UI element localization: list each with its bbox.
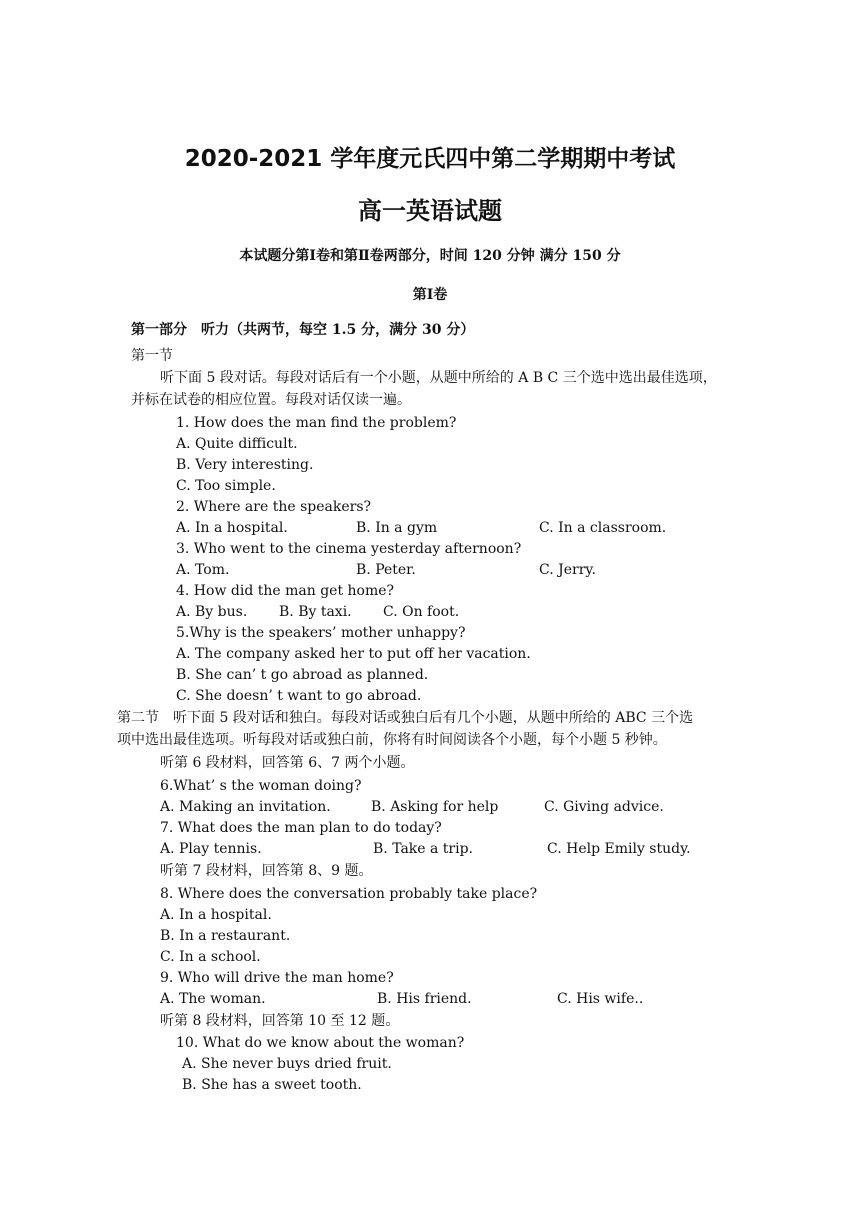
- question-7-option-c: C. Help Emily study.: [547, 841, 691, 857]
- question-9-option-c: C. His wife..: [557, 991, 644, 1007]
- exam-subject: 高一英语试题: [358, 197, 502, 225]
- question-2-option-a: A. In a hospital.: [176, 520, 288, 536]
- question-1-option-c: C. Too simple.: [176, 478, 276, 494]
- section2-instruction-line1: 第二节 听下面 5 段对话和独白。每段对话或独白后有几个小题，从题中所给的 ABC 三个选: [117, 710, 694, 726]
- question-1-stem: 1. How does the man find the problem?: [176, 415, 457, 431]
- material-7-instruction: 听第 7 段材料，回答第 8、9 题。: [160, 863, 373, 879]
- question-3-stem: 3. Who went to the cinema yesterday afternoon?: [176, 541, 522, 557]
- question-4-option-b: B. By taxi.: [279, 604, 352, 620]
- question-1-option-a: A. Quite difficult.: [176, 436, 298, 452]
- question-5-option-c: C. She doesn’ t want to go abroad.: [176, 688, 422, 704]
- question-4-option-c: C. On foot.: [383, 604, 460, 620]
- question-9-option-a: A. The woman.: [160, 991, 266, 1007]
- question-2-option-b: B. In a gym: [356, 520, 438, 536]
- question-7-stem: 7. What does the man plan to do today?: [160, 820, 442, 836]
- section1-instruction-line2: 并标在试卷的相应位置。每段对话仅读一遍。: [131, 392, 411, 408]
- question-6-option-a: A. Making an invitation.: [160, 799, 331, 815]
- material-6-instruction: 听第 6 段材料，回答第 6、7 两个小题。: [160, 755, 415, 771]
- question-6-stem: 6.What’ s the woman doing?: [160, 778, 362, 794]
- exam-info: 本试题分第Ⅰ卷和第Ⅱ卷两部分，时间 120 分钟 满分 150 分: [239, 248, 621, 264]
- section2-instruction-line2: 项中选出最佳选项。听每段对话或独白前，你将有时间阅读各个小题，每个小题 5 秒钟。: [117, 732, 667, 748]
- question-3-option-b: B. Peter.: [356, 562, 416, 578]
- question-8-option-a: A. In a hospital.: [160, 907, 272, 923]
- section1-instruction-line1: 听下面 5 段对话。每段对话后有一个小题，从题中所给的 A B C 三个选中选出最佳选项，: [160, 370, 717, 386]
- part1-heading: 第一部分 听力（共两节，每空 1.5 分，满分 30 分）: [131, 322, 475, 338]
- question-8-option-b: B. In a restaurant.: [160, 928, 291, 944]
- question-3-option-c: C. Jerry.: [539, 562, 596, 578]
- question-10-option-b: B. She has a sweet tooth.: [182, 1077, 362, 1093]
- question-6-option-b: B. Asking for help: [371, 799, 499, 815]
- question-9-option-b: B. His friend.: [377, 991, 472, 1007]
- question-2-stem: 2. Where are the speakers?: [176, 499, 372, 515]
- question-8-option-c: C. In a school.: [160, 949, 261, 965]
- question-5-option-b: B. She can’ t go abroad as planned.: [176, 667, 429, 683]
- question-9-stem: 9. Who will drive the man home?: [160, 970, 394, 986]
- exam-title: 2020-2021 学年度元氏四中第二学期期中考试: [184, 146, 676, 172]
- question-7-option-a: A. Play tennis.: [160, 841, 262, 857]
- question-4-option-a: A. By bus.: [176, 604, 248, 620]
- question-5-option-a: A. The company asked her to put off her vacation.: [176, 646, 531, 662]
- question-7-option-b: B. Take a trip.: [373, 841, 474, 857]
- question-3-option-a: A. Tom.: [176, 562, 230, 578]
- question-10-option-a: A. She never buys dried fruit.: [182, 1056, 392, 1072]
- question-8-stem: 8. Where does the conversation probably take place?: [160, 886, 538, 902]
- question-5-stem: 5.Why is the speakers’ mother unhappy?: [176, 625, 466, 641]
- section1-title: 第一节: [131, 348, 173, 364]
- material-8-instruction: 听第 8 段材料，回答第 10 至 12 题。: [160, 1013, 400, 1029]
- question-4-stem: 4. How did the man get home?: [176, 583, 395, 599]
- question-6-option-c: C. Giving advice.: [544, 799, 664, 815]
- question-10-stem: 10. What do we know about the woman?: [176, 1035, 465, 1051]
- question-1-option-b: B. Very interesting.: [176, 457, 314, 473]
- question-2-option-c: C. In a classroom.: [539, 520, 667, 536]
- volume-heading: 第Ⅰ卷: [412, 287, 448, 303]
